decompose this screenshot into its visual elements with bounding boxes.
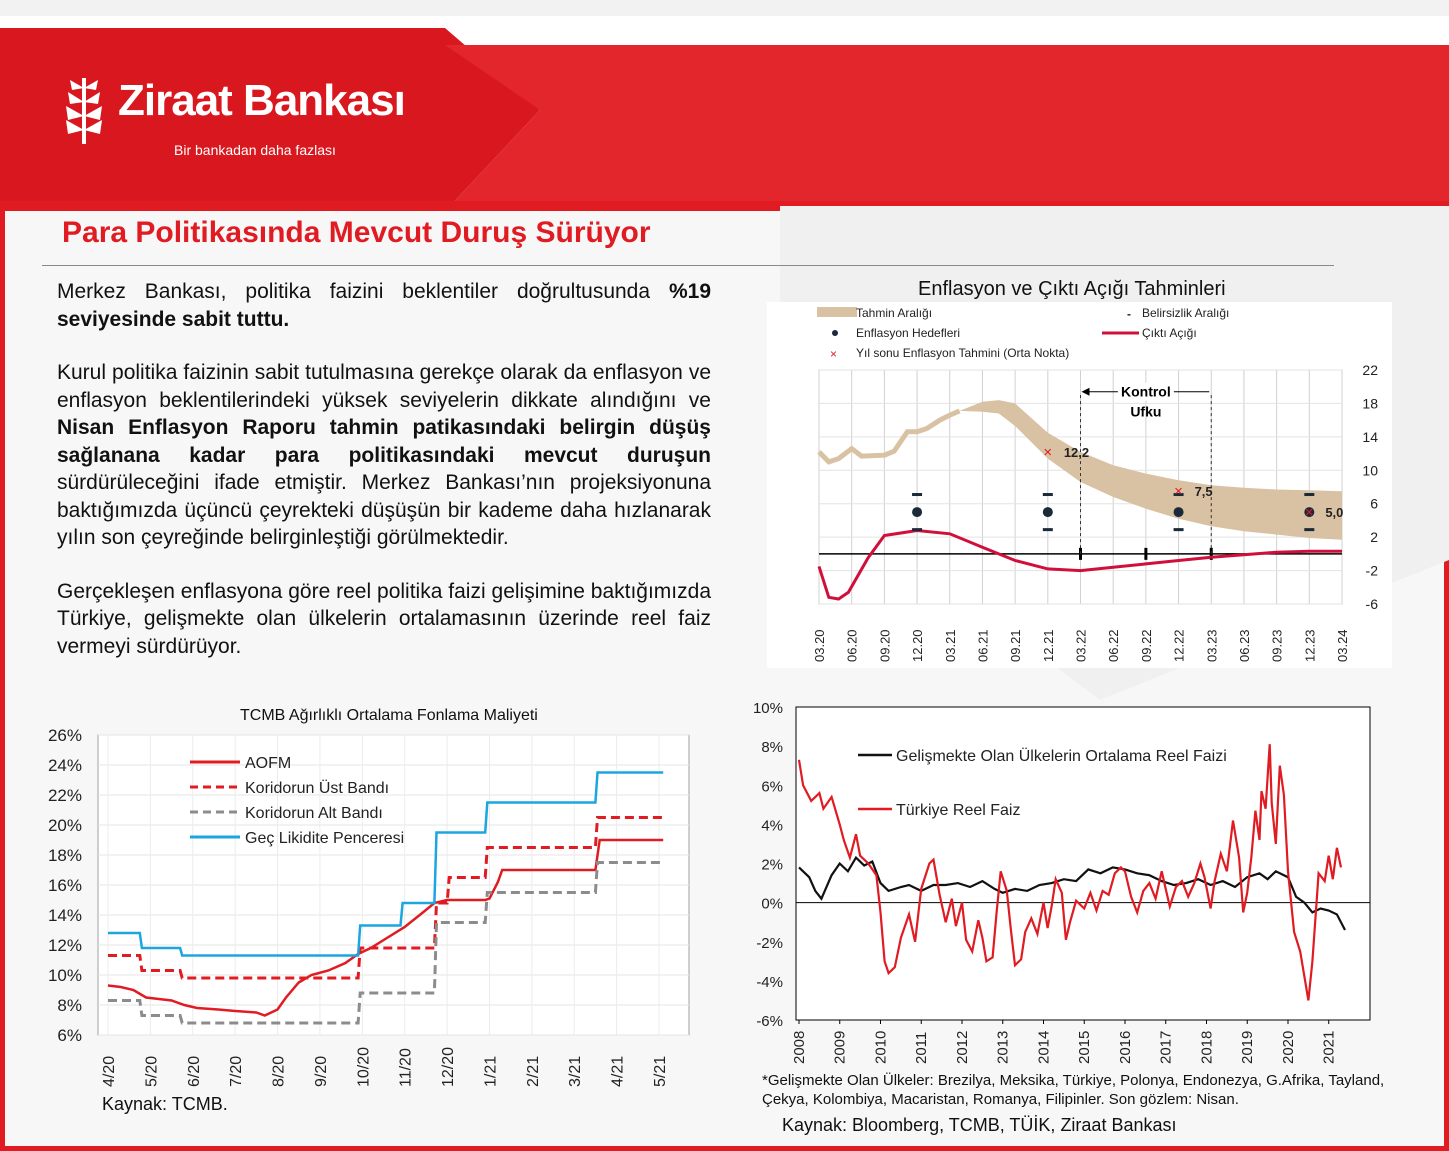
legend-targets: Enflasyon Hedefleri [856, 326, 961, 340]
paragraph-3 [57, 578, 711, 661]
x-tick-label: 1/21 [482, 1055, 500, 1087]
paragraph-1 [57, 278, 711, 333]
x-tick-label: 06.23 [1236, 629, 1252, 662]
y-tick-label: 16% [47, 876, 82, 895]
x-tick-label: 03.24 [1335, 629, 1350, 662]
y-tick-label: 12% [47, 936, 82, 955]
x-tick-label: 5/20 [143, 1055, 161, 1087]
legend-output-gap: Çıktı Açığı [1142, 326, 1197, 340]
x-tick-label: 2016 [1116, 1030, 1134, 1064]
y-tick-label: -6% [756, 1013, 783, 1030]
x-tick-label: 4/21 [609, 1055, 627, 1087]
y-tick-label: 26% [47, 726, 82, 745]
x-tick-label: 09.22 [1138, 629, 1154, 662]
legend-uncertainty: Belirsizlik Aralığı [1142, 306, 1230, 320]
x-tick-label: 03.23 [1204, 629, 1220, 662]
horizon-label-1: Kontrol [1120, 383, 1171, 400]
x-tick-label: 11/20 [397, 1048, 415, 1087]
year-end-forecast-mark: × [1304, 504, 1314, 522]
legend-label-1: Koridorun Üst Bandı [245, 780, 390, 797]
p3-text: Gerçekleşen enflasyona göre reel politika faizi gelişimine baktığımızda Türkiye, gelişmekte olan ülkelerin ortalamasının üzerinde reel faiz vermeyi sürdürüyor. [57, 579, 711, 658]
page-title: Para Politikasında Mevcut Duruş Sürüyor [62, 216, 651, 249]
y-tick-label: 20% [47, 816, 82, 835]
x-tick-label: 2/21 [524, 1055, 542, 1087]
x-tick-label: 09.21 [1008, 629, 1024, 662]
x-tick-label: 03.22 [1073, 629, 1089, 662]
paragraph-2 [57, 359, 711, 552]
y-tick-label: 18% [47, 846, 82, 865]
axis-marker [1079, 548, 1082, 560]
legend-band-swatch [817, 307, 857, 317]
x-tick-label: 12.23 [1302, 629, 1318, 662]
x-tick-label: 09.20 [877, 629, 893, 662]
uncertainty-down [912, 528, 922, 531]
legend-target-swatch [832, 330, 838, 336]
year-end-forecast-label: 12,2 [1063, 444, 1090, 460]
y-tick-label: 18 [1362, 395, 1378, 412]
x-tick-label: 06.20 [844, 629, 860, 662]
x-tick-label: 12/20 [440, 1046, 458, 1087]
legend-label-3: Geç Likidite Penceresi [245, 830, 405, 847]
y-tick-label: -4% [756, 973, 783, 991]
y-tick-label: 2% [761, 856, 783, 874]
legend-label-0: AOFM [245, 755, 292, 772]
legend-label-1: Türkiye Reel Faiz [896, 802, 1021, 819]
x-tick-label: 3/21 [567, 1055, 585, 1087]
p2-bold: Nisan Enflasyon Raporu tahmin patikasındaki belirgin düşüş sağlanana kadar para politikasındaki mevcut duruşun [57, 416, 711, 467]
horizon-label-2: Ufku [1130, 403, 1162, 420]
x-tick-label: 2014 [1035, 1030, 1053, 1064]
uncertainty-down [1174, 528, 1184, 531]
y-tick-label: 14 [1362, 428, 1378, 445]
y-tick-label: 10% [47, 966, 82, 985]
x-tick-label: 2017 [1157, 1030, 1175, 1064]
year-end-forecast-label: 5,0 [1325, 505, 1344, 521]
year-end-forecast-mark: × [1043, 443, 1053, 461]
y-tick-label: 6% [57, 1026, 82, 1045]
uncertainty-up [1043, 493, 1053, 496]
x-tick-label: 6/20 [185, 1055, 203, 1087]
p2-text-c: sürdürüleceğini ifade etmiştir. Merkez Bankası’nın projeksiyonuna baktığımızda üçüncü çeyrekteki düşüşün bir kademe daha hızlanarak yılın son çeyreğinde belirginleştiği görülmektedir. [57, 471, 711, 549]
y-tick-label: 6% [761, 778, 783, 796]
x-tick-label: 5/21 [652, 1055, 669, 1087]
brand-tagline: Bir bankadan daha fazlası [174, 142, 336, 158]
legend-label-2: Koridorun Alt Bandı [245, 805, 383, 822]
y-tick-label: 8% [761, 739, 783, 757]
year-end-forecast-mark: × [1174, 483, 1183, 501]
x-tick-label: 2015 [1076, 1030, 1094, 1064]
y-tick-label: -2% [756, 934, 783, 952]
p1-bold: %19 seviyesinde sabit tuttu. [57, 280, 711, 331]
x-tick-label: 03.20 [812, 629, 827, 662]
x-tick-label: 03.21 [942, 629, 958, 662]
funding-chart [0, 722, 720, 1092]
y-tick-label: 6 [1370, 495, 1378, 512]
brand-name: Ziraat Bankası [118, 76, 405, 125]
x-tick-label: 2018 [1198, 1030, 1216, 1064]
y-tick-label: 10 [1362, 462, 1378, 479]
legend-label-0: Gelişmekte Olan Ülkelerin Ortalama Reel Faizi [896, 748, 1227, 765]
p2-text-a: Kurul politika faizinin sabit tutulmasına gerekçe olarak da enflasyon ve enflasyon beklentilerindeki yüksek seviyelerin dikkate alındığını ve [57, 361, 711, 412]
y-tick-label: 4% [761, 817, 783, 835]
real-rate-source: Kaynak: Bloomberg, TCMB, TÜİK, Ziraat Bankası [782, 1115, 1177, 1135]
legend-band: Tahmin Aralığı [856, 306, 933, 320]
y-tick-label: 22 [1362, 362, 1378, 378]
title-divider [42, 265, 1334, 266]
x-tick-label: 2011 [913, 1031, 931, 1064]
y-tick-label: -6 [1365, 596, 1378, 612]
x-tick-label: 2013 [994, 1030, 1012, 1064]
x-tick-label: 4/20 [101, 1055, 118, 1087]
funding-chart-title: TCMB Ağırlıklı Ortalama Fonlama Maliyeti [240, 707, 538, 724]
x-tick-label: 09.23 [1269, 629, 1285, 662]
x-tick-label: 2009 [831, 1030, 849, 1064]
inflation-target-dot [912, 507, 922, 517]
x-tick-label: 12.20 [910, 629, 926, 662]
inflation-target-dot [1174, 507, 1184, 517]
y-tick-label: 2 [1370, 529, 1378, 546]
x-tick-label: 12.21 [1040, 629, 1056, 662]
y-tick-label: 10% [752, 700, 783, 717]
inflation-chart-title: Enflasyon ve Çıktı Açığı Tahminleri [918, 278, 1226, 300]
x-tick-label: 2021 [1320, 1030, 1338, 1064]
x-tick-label: 06.22 [1106, 629, 1122, 662]
p1-text: Merkez Bankası, politika faizini beklentiler doğrultusunda [57, 280, 669, 303]
real-rate-chart [740, 697, 1430, 1072]
x-tick-label: 2012 [953, 1030, 971, 1064]
x-tick-label: 9/20 [312, 1055, 330, 1087]
y-tick-label: 0% [761, 895, 783, 913]
x-tick-label: 8/20 [270, 1055, 288, 1087]
uncertainty-up [1304, 493, 1314, 496]
uncertainty-up [912, 493, 922, 496]
real-rate-note: *Gelişmekte Olan Ülkeler: Brezilya, Meksika, Türkiye, Polonya, Endonezya, G.Afrika, Tayland, Çekya, Kolombiya, Macaristan, Romanya, Filipinler. Son gözlem: Nisan. [762, 1072, 1385, 1108]
x-tick-label: 12.22 [1171, 629, 1187, 662]
year-end-forecast-label: 7,5 [1194, 484, 1213, 500]
x-tick-label: 10/20 [355, 1046, 373, 1087]
uncertainty-down [1043, 528, 1053, 531]
x-tick-label: 06.21 [975, 629, 991, 662]
uncertainty-down [1304, 528, 1314, 531]
y-tick-label: 24% [47, 756, 82, 775]
x-tick-label: 2020 [1279, 1030, 1297, 1064]
inflation-target-dot [1043, 507, 1053, 517]
y-tick-label: 8% [57, 996, 82, 1015]
wheat-icon [62, 76, 106, 146]
x-tick-label: 2019 [1239, 1030, 1257, 1064]
y-tick-label: 14% [47, 906, 82, 925]
x-tick-label: 2010 [872, 1030, 890, 1064]
inflation-chart [767, 302, 1392, 668]
legend-year-end: Yıl sonu Enflasyon Tahmini (Orta Nokta) [856, 346, 1070, 360]
x-tick-label: 2008 [791, 1030, 808, 1064]
axis-marker [1144, 548, 1147, 560]
y-tick-label: -2 [1365, 562, 1378, 579]
body-text [57, 278, 711, 686]
funding-source: Kaynak: TCMB. [102, 1094, 228, 1114]
legend-uncertainty-swatch: - [1127, 307, 1131, 321]
legend-x-swatch: × [830, 347, 838, 361]
y-tick-label: 22% [47, 786, 82, 805]
x-tick-label: 7/20 [228, 1055, 246, 1087]
